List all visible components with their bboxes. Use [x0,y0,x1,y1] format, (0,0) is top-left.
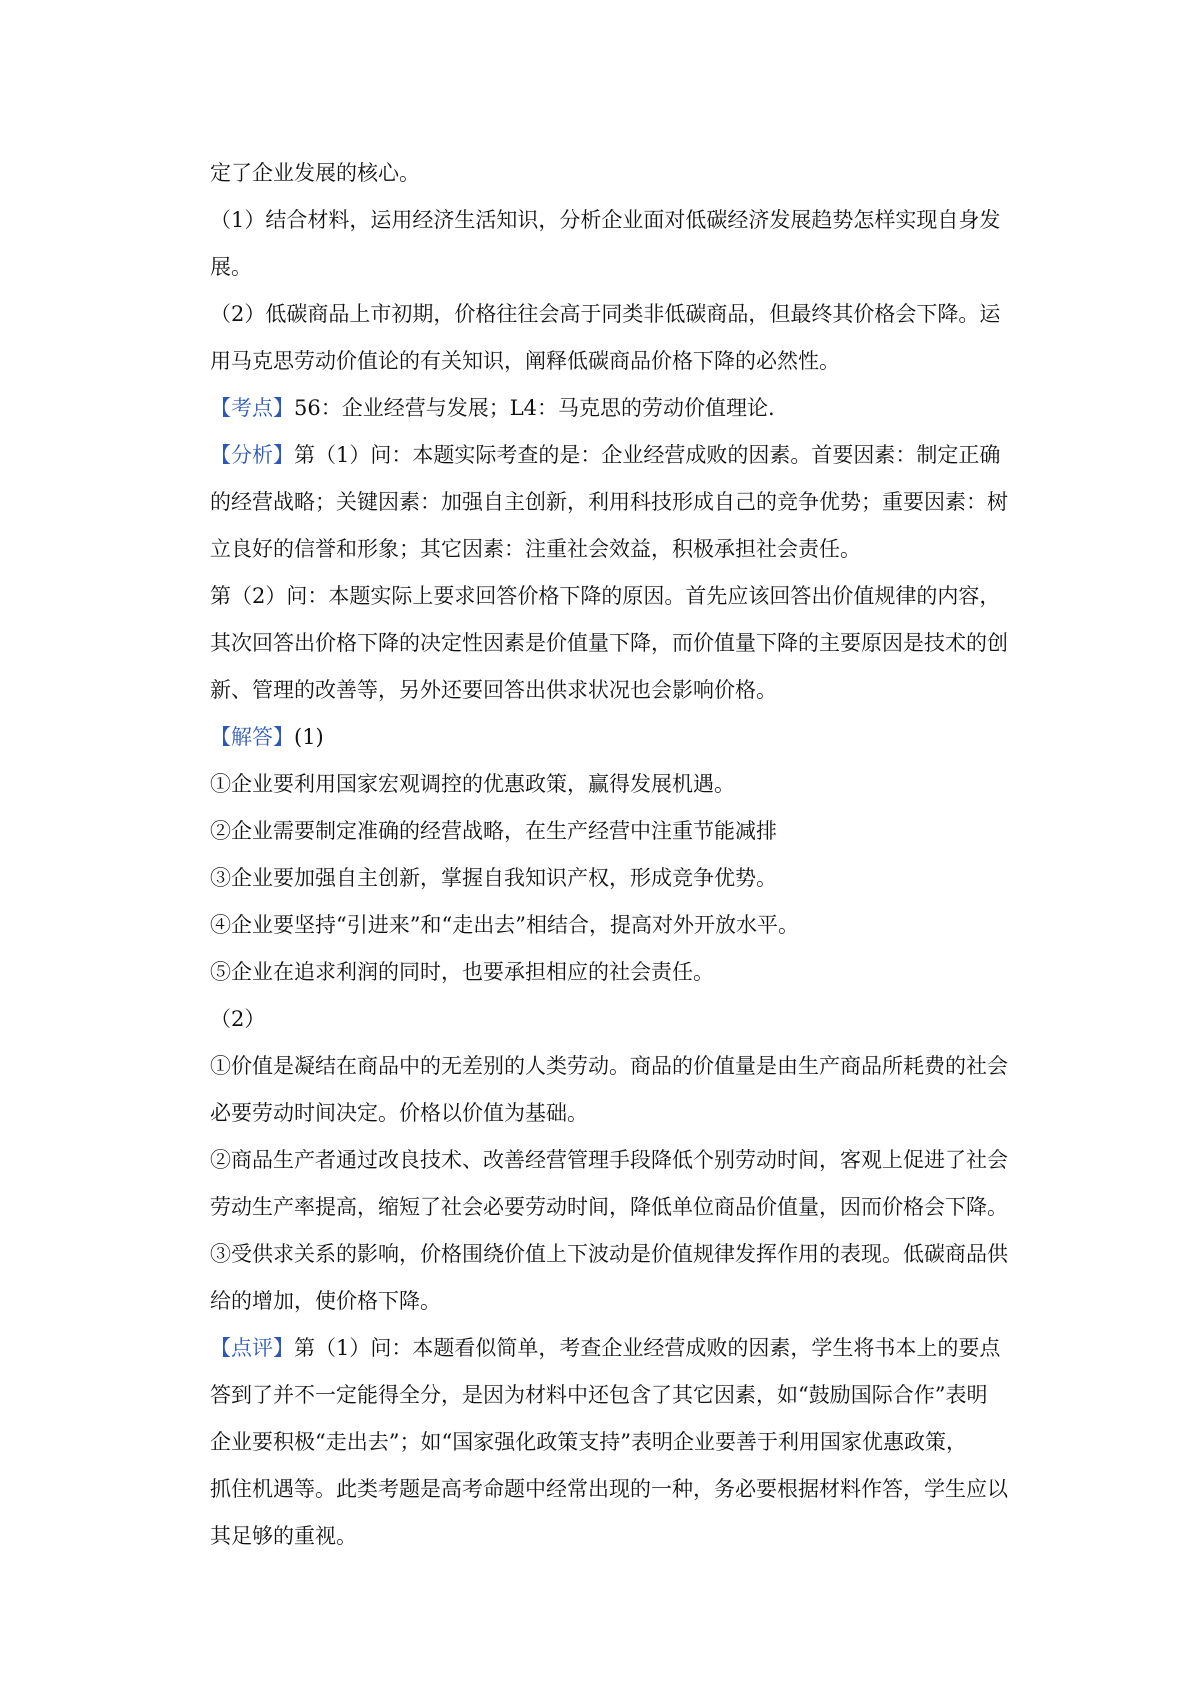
answer-item: （2） [210,1007,266,1031]
dianping-line [210,1325,1030,1372]
answer-item: 给的增加，使价格下降。 [210,1289,441,1313]
text-line: （2）低碳商品上市初期，价格往往会高于同类非低碳商品，但最终其价格会下降。运 [210,302,1001,326]
answer-item: ④企业要坚持“引进来”和“走出去”相结合，提高对外开放水平。 [210,913,799,937]
fenxi-label: 【分析】 [210,443,294,467]
document-page [210,150,1030,1560]
text-line: 企业要积极“走出去”；如“国家强化政策支持”表明企业要善于利用国家优惠政策， [210,1430,967,1454]
jieda-text: (1) [294,725,324,749]
text-line: 立良好的信誉和形象；其它因素：注重社会效益，积极承担社会责任。 [210,537,861,561]
fenxi-line [210,432,1030,479]
text-line: 答到了并不一定能得全分，是因为材料中还包含了其它因素，如“鼓励国际合作”表明 [210,1383,988,1407]
answer-item: ②企业需要制定准确的经营战略，在生产经营中注重节能减排 [210,819,777,843]
text-line: 抓住机遇等。此类考题是高考命题中经常出现的一种，务必要根据材料作答，学生应以 [210,1477,1008,1501]
answer-item: 劳动生产率提高，缩短了社会必要劳动时间，降低单位商品价值量，因而价格会下降。 [210,1195,1008,1219]
answer-item: ②商品生产者通过改良技术、改善经营管理手段降低个别劳动时间，客观上促进了社会 [210,1148,1008,1172]
fenxi-text: 第（1）问：本题实际考查的是：企业经营成败的因素。首要因素：制定正确 [294,443,1001,467]
answer-item: 必要劳动时间决定。价格以价值为基础。 [210,1101,588,1125]
answer-item: ③受供求关系的影响，价格围绕价值上下波动是价值规律发挥作用的表现。低碳商品供 [210,1242,1008,1266]
jieda-label: 【解答】 [210,725,294,749]
kaodian-line [210,385,1030,432]
dianping-text: 第（1）问：本题看似简单，考查企业经营成败的因素，学生将书本上的要点 [294,1336,1001,1360]
text-line: 用马克思劳动价值论的有关知识，阐释低碳商品价格下降的必然性。 [210,349,840,373]
kaodian-label: 【考点】 [210,396,294,420]
dianping-label: 【点评】 [210,1336,294,1360]
text-line: 的经营战略；关键因素：加强自主创新，利用科技形成自己的竞争优势；重要因素：树 [210,490,1008,514]
text-line: 其次回答出价格下降的决定性因素是价值量下降，而价值量下降的主要原因是技术的创 [210,631,1008,655]
answer-item: ③企业要加强自主创新，掌握自我知识产权，形成竞争优势。 [210,866,777,890]
kaodian-text: 56：企业经营与发展；L4：马克思的劳动价值理论. [294,396,775,420]
text-line: 定了企业发展的核心。 [210,161,420,185]
text-line: 新、管理的改善等，另外还要回答出供求状况也会影响价格。 [210,678,777,702]
jieda-line [210,714,1030,761]
answer-item: ①企业要利用国家宏观调控的优惠政策，赢得发展机遇。 [210,772,735,796]
text-line: 展。 [210,255,252,279]
answer-item: ⑤企业在追求利润的同时，也要承担相应的社会责任。 [210,960,714,984]
text-line: 第（2）问：本题实际上要求回答价格下降的原因。首先应该回答出价值规律的内容， [210,584,1001,608]
text-line: （1）结合材料，运用经济生活知识，分析企业面对低碳经济发展趋势怎样实现自身发 [210,208,1001,232]
answer-item: ①价值是凝结在商品中的无差别的人类劳动。商品的价值量是由生产商品所耗费的社会 [210,1054,1008,1078]
text-line: 其足够的重视。 [210,1524,357,1548]
